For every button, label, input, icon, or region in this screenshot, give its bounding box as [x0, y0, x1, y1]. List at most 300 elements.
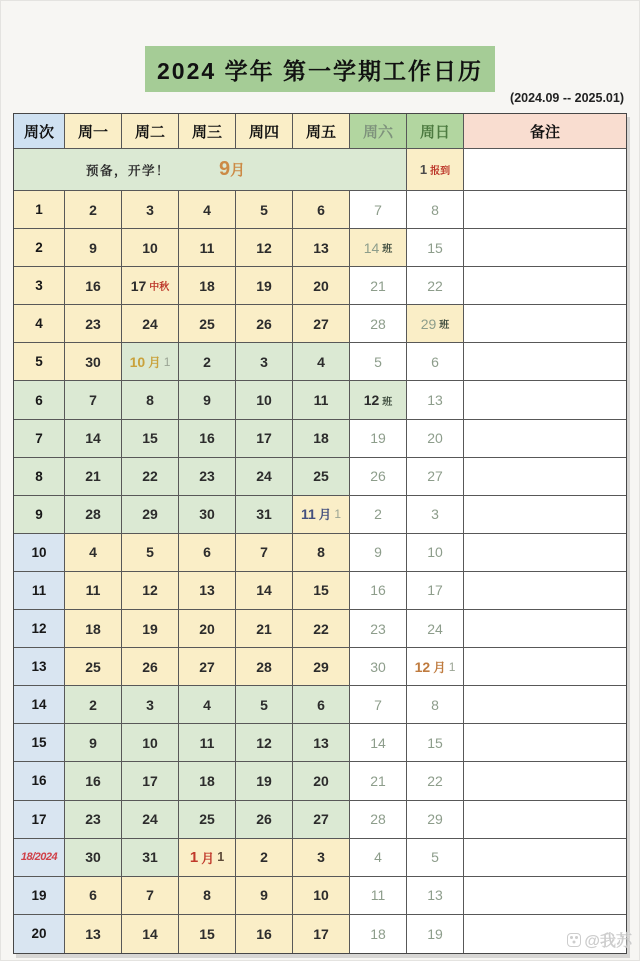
- day-cell: [65, 801, 122, 839]
- week-cell: [14, 572, 65, 610]
- cell-text: 22: [313, 620, 329, 637]
- cell-text: 17: [256, 430, 272, 447]
- cell-text: 18: [313, 430, 329, 447]
- week-cell: [14, 915, 65, 953]
- cell-text: 20: [313, 772, 329, 789]
- cell-text: 17: [130, 277, 147, 294]
- day-cell: [350, 381, 407, 419]
- cell-text: 26: [256, 315, 272, 332]
- cell-text: 27: [313, 315, 329, 332]
- week-number: 2: [35, 240, 43, 256]
- cell-text: 6: [203, 544, 211, 561]
- cell-text: 20: [199, 620, 215, 637]
- day-cell: [293, 534, 350, 572]
- page-title: 2024 学年 第一学期工作日历: [145, 46, 495, 92]
- cell-text: 10: [142, 239, 158, 256]
- cell-text: 1: [189, 848, 199, 866]
- cell-text: 28: [85, 506, 101, 523]
- cell-text: 25: [199, 315, 215, 332]
- cell-text: 2: [203, 353, 211, 370]
- cell-text: 3: [260, 353, 268, 370]
- day-cell: [179, 801, 236, 839]
- week-number: 7: [35, 430, 43, 446]
- day-cell: [179, 534, 236, 572]
- cell-text: 31: [142, 849, 158, 866]
- remark-cell: [464, 762, 626, 800]
- remark-cell: [464, 149, 626, 191]
- day-cell: [122, 610, 179, 648]
- day-cell: [236, 534, 293, 572]
- week-cell: [14, 305, 65, 343]
- day-cell: [236, 610, 293, 648]
- day-cell: [179, 191, 236, 229]
- cell-text: 11: [85, 582, 101, 599]
- day-cell: [65, 420, 122, 458]
- day-cell: [407, 305, 464, 343]
- day-cell: [122, 305, 179, 343]
- day-cell: [122, 915, 179, 953]
- cell-text: 6: [431, 353, 439, 370]
- week-number: 9: [35, 506, 43, 522]
- cell-text: 22: [427, 772, 443, 789]
- day-cell: [350, 762, 407, 800]
- cell-text: 30: [199, 506, 215, 523]
- header-label: 周次: [23, 123, 54, 141]
- week-number: 17: [31, 811, 47, 827]
- day-cell: [65, 686, 122, 724]
- cell-text: 10: [129, 353, 146, 370]
- day-cell: [407, 915, 464, 953]
- header-cell-周次: [14, 114, 65, 149]
- day-cell: [65, 534, 122, 572]
- day-cell: [122, 229, 179, 267]
- cell-text: 21: [370, 772, 386, 789]
- cell-text: 19: [256, 772, 272, 789]
- day-cell: [407, 458, 464, 496]
- day-cell: [407, 686, 464, 724]
- day-cell: [179, 381, 236, 419]
- day-cell: [236, 420, 293, 458]
- cell-text: 12: [142, 582, 158, 599]
- day-cell: [407, 191, 464, 229]
- cell-text: 10: [313, 887, 329, 904]
- header-label: 周三: [191, 123, 222, 141]
- day-cell: [236, 267, 293, 305]
- day-cell: [179, 305, 236, 343]
- day-cell: [236, 724, 293, 762]
- day-cell: [65, 267, 122, 305]
- week-number: 8: [35, 468, 43, 484]
- cell-text: 7: [374, 696, 382, 713]
- day-cell: [350, 686, 407, 724]
- day-cell: [122, 648, 179, 686]
- cell-text: 13: [199, 582, 215, 599]
- cell-text: 18: [85, 620, 101, 637]
- cell-text: 14: [370, 734, 386, 751]
- cell-text: 24: [142, 811, 158, 828]
- cell-text: 27: [199, 658, 215, 675]
- cell-text: 4: [203, 696, 211, 713]
- cell-text: 2: [89, 201, 97, 218]
- cell-text: 30: [370, 658, 386, 675]
- day-cell: [407, 572, 464, 610]
- day-cell: [293, 343, 350, 381]
- day-cell: [65, 839, 122, 877]
- day-cell: [407, 610, 464, 648]
- cell-text: 19: [142, 620, 158, 637]
- day-cell: [236, 686, 293, 724]
- day-cell: [236, 229, 293, 267]
- week-cell: [14, 877, 65, 915]
- header-cell-周五: [293, 114, 350, 149]
- week-number: 12: [31, 621, 47, 637]
- header-label: 周日: [419, 123, 450, 141]
- cell-text: 21: [370, 277, 386, 294]
- remark-cell: [464, 648, 626, 686]
- day-cell: [293, 267, 350, 305]
- cell-text: 21: [85, 468, 101, 485]
- day-cell: [122, 496, 179, 534]
- week-number: 11: [31, 582, 47, 598]
- remark-cell: [464, 686, 626, 724]
- cell-text: 9: [89, 239, 97, 256]
- cell-text: 16: [199, 430, 215, 447]
- remark-cell: [464, 877, 626, 915]
- cell-text: 15: [427, 734, 443, 751]
- semester-start-note: 预备，开学！: [86, 163, 171, 178]
- cell-text: 月: [201, 850, 215, 866]
- week-number: 1: [35, 202, 43, 218]
- day-cell: [407, 343, 464, 381]
- cell-text: 9: [374, 544, 382, 561]
- week-number: 10: [31, 544, 47, 560]
- cell-text: 6: [89, 887, 97, 904]
- day-cell: [236, 762, 293, 800]
- cell-text: 12: [256, 734, 272, 751]
- week-number: 4: [35, 316, 43, 332]
- week-cell: [14, 648, 65, 686]
- week-number: 19: [31, 887, 47, 903]
- day-cell: [122, 801, 179, 839]
- cell-text: 18: [199, 277, 215, 294]
- cell-text: 14: [85, 430, 101, 447]
- day-cell: [65, 458, 122, 496]
- cell-text: 8: [431, 201, 439, 218]
- day-cell: [293, 458, 350, 496]
- day-cell: [65, 915, 122, 953]
- day-cell: [407, 534, 464, 572]
- cell-text: 13: [85, 925, 101, 942]
- week-cell: [14, 686, 65, 724]
- header-cell-周二: [122, 114, 179, 149]
- day-cell: [293, 381, 350, 419]
- week-cell: [14, 267, 65, 305]
- day-cell: [293, 229, 350, 267]
- remark-cell: [464, 229, 626, 267]
- cell-text: 13: [427, 887, 443, 904]
- day-cell: [122, 381, 179, 419]
- day-cell: [407, 839, 464, 877]
- cell-text: 7: [89, 392, 97, 409]
- cell-text: 1: [163, 354, 171, 369]
- week-cell: [14, 458, 65, 496]
- cell-text: 11: [370, 887, 386, 904]
- cell-text: 班: [439, 320, 450, 332]
- cell-text: 17: [142, 772, 158, 789]
- day-cell: [236, 191, 293, 229]
- day-cell: [350, 648, 407, 686]
- cell-text: 9: [260, 887, 268, 904]
- cell-text: 16: [370, 582, 386, 599]
- cell-text: 29: [427, 811, 443, 828]
- cell-text: 月: [148, 355, 161, 370]
- header-label: 周四: [248, 123, 279, 141]
- day-cell: [236, 839, 293, 877]
- day-cell: [179, 686, 236, 724]
- remark-cell: [464, 343, 626, 381]
- cell-text: 22: [142, 468, 158, 485]
- day-cell: [293, 420, 350, 458]
- cell-text: 9: [203, 392, 211, 409]
- cell-text: 22: [427, 277, 443, 294]
- day-cell: [350, 229, 407, 267]
- day-cell: [407, 267, 464, 305]
- cell-text: 1: [334, 507, 341, 522]
- day-cell: [122, 534, 179, 572]
- cell-text: 12: [256, 239, 272, 256]
- week-number: 15: [31, 735, 47, 751]
- week-cell: [14, 229, 65, 267]
- cell-text: 3: [431, 506, 439, 523]
- day-cell: [236, 877, 293, 915]
- week-cell: [14, 724, 65, 762]
- day-cell: [122, 458, 179, 496]
- cell-text: 13: [313, 239, 329, 256]
- day-cell: [350, 305, 407, 343]
- week-cell: [14, 420, 65, 458]
- day-cell: [65, 648, 122, 686]
- day-cell: [179, 915, 236, 953]
- cell-text: 7: [374, 201, 382, 218]
- cell-text: 14: [142, 925, 158, 942]
- cell-text: 18: [370, 925, 386, 942]
- day-cell: [293, 686, 350, 724]
- week-cell: [14, 496, 65, 534]
- cell-text: 25: [85, 658, 101, 675]
- day-cell: [407, 877, 464, 915]
- cell-text: 5: [431, 849, 439, 866]
- remark-cell: [464, 420, 626, 458]
- cell-text: 15: [199, 925, 215, 942]
- cell-text: 班: [382, 396, 393, 408]
- cell-text: 20: [427, 430, 443, 447]
- week-number: 13: [31, 659, 47, 675]
- cell-text: 27: [313, 811, 329, 828]
- cell-text: 26: [142, 658, 158, 675]
- header-label: 周六: [362, 123, 393, 141]
- cell-text: 16: [85, 277, 101, 294]
- day-cell: [122, 191, 179, 229]
- day-cell: [350, 610, 407, 648]
- week-number: 16: [31, 773, 47, 789]
- header-cell-周六: [350, 114, 407, 149]
- cell-text: 16: [85, 772, 101, 789]
- cell-text: 23: [199, 468, 215, 485]
- cell-text: 9: [89, 734, 97, 751]
- cell-text: 15: [142, 430, 158, 447]
- cell-text: 1: [217, 850, 225, 865]
- cell-text: 4: [203, 201, 211, 218]
- day-cell: [293, 877, 350, 915]
- day-cell: [122, 420, 179, 458]
- day-cell: [350, 267, 407, 305]
- day-cell: [236, 305, 293, 343]
- day-cell: [236, 801, 293, 839]
- day-cell: [65, 229, 122, 267]
- day-cell: [293, 839, 350, 877]
- cell-text: 31: [256, 506, 272, 523]
- week-cell: [14, 381, 65, 419]
- day-cell: [350, 801, 407, 839]
- month-label-september: 9月: [219, 158, 246, 180]
- day-cell: [407, 496, 464, 534]
- day-cell: [236, 648, 293, 686]
- cell-text: 11: [199, 239, 215, 256]
- cell-text: 3: [317, 849, 325, 866]
- month-banner-september: [14, 149, 407, 191]
- day-cell: [293, 762, 350, 800]
- cell-text: 19: [427, 925, 443, 942]
- week-cell: [14, 839, 65, 877]
- cell-text: 19: [370, 430, 386, 447]
- day-cell: [293, 648, 350, 686]
- cell-text: 15: [427, 239, 443, 256]
- header-cell-备注: [464, 114, 626, 149]
- cell-text: 5: [146, 544, 154, 561]
- cell-text: 23: [370, 620, 386, 637]
- day-cell: [122, 839, 179, 877]
- day-cell: [350, 458, 407, 496]
- day-cell: [65, 572, 122, 610]
- cell-text: 29: [420, 315, 437, 332]
- cell-text: 25: [313, 468, 329, 485]
- day-cell: [179, 343, 236, 381]
- day-cell: [407, 381, 464, 419]
- cell-text: 4: [374, 849, 382, 866]
- header-label: 周五: [305, 123, 336, 141]
- cell-text: 5: [260, 201, 268, 218]
- week-cell: [14, 534, 65, 572]
- day-cell: [236, 343, 293, 381]
- day-cell: [122, 762, 179, 800]
- cell-text: 6: [317, 201, 325, 218]
- remark-cell: [464, 801, 626, 839]
- remark-cell: [464, 572, 626, 610]
- cell-text: 24: [142, 315, 158, 332]
- cell-text: 24: [427, 620, 443, 637]
- watermark-text: @我苏: [584, 933, 632, 950]
- cell-text: 10: [142, 734, 158, 751]
- cell-text: 27: [427, 468, 443, 485]
- week-number: 6: [35, 392, 43, 408]
- cell-text: 29: [142, 506, 158, 523]
- week-number: 3: [35, 278, 43, 294]
- day-cell: [65, 762, 122, 800]
- cell-text: 1: [448, 659, 456, 674]
- day-cell: [293, 610, 350, 648]
- cell-text: 25: [199, 811, 215, 828]
- cell-text: 14: [363, 239, 380, 256]
- cell-text: 13: [427, 392, 443, 409]
- day-cell: [407, 724, 464, 762]
- cell-text: 8: [146, 392, 154, 409]
- day-cell: [65, 877, 122, 915]
- date-range: (2024.09 -- 2025.01): [510, 91, 624, 105]
- day-cell: [179, 877, 236, 915]
- day-cell: [179, 267, 236, 305]
- day-cell: [65, 343, 122, 381]
- cell-text: 29: [313, 658, 329, 675]
- cell-text: 10: [427, 544, 443, 561]
- day-cell: [407, 648, 464, 686]
- day-cell: [407, 801, 464, 839]
- watermark: [567, 928, 632, 951]
- day-cell: [350, 420, 407, 458]
- cell-text: 11: [300, 506, 316, 523]
- cell-text: 28: [256, 658, 272, 675]
- cell-text: 15: [313, 582, 329, 599]
- remark-cell: [464, 724, 626, 762]
- cell-text: 8: [203, 887, 211, 904]
- week-number: 5: [35, 354, 43, 370]
- cell-text: 23: [85, 811, 101, 828]
- remark-cell: [464, 839, 626, 877]
- day-cell: [122, 686, 179, 724]
- cell-text: 16: [256, 925, 272, 942]
- day-cell: [350, 724, 407, 762]
- cell-text: 19: [256, 277, 272, 294]
- cell-text: 月: [433, 660, 446, 675]
- cell-text: 24: [256, 468, 272, 485]
- day-cell: [65, 610, 122, 648]
- cell-text: 报到: [430, 166, 451, 177]
- day-cell: [293, 305, 350, 343]
- day-cell: [179, 839, 236, 877]
- remark-cell: [464, 610, 626, 648]
- day-cell: [350, 534, 407, 572]
- remark-cell: [464, 267, 626, 305]
- cell-text: 21: [256, 620, 272, 637]
- remark-cell: [464, 496, 626, 534]
- day-cell: [293, 572, 350, 610]
- cell-text: 5: [374, 353, 382, 370]
- week-cell: [14, 762, 65, 800]
- day-cell: [350, 191, 407, 229]
- cell-text: 2: [260, 849, 268, 866]
- cell-text: 7: [146, 887, 154, 904]
- remark-cell: [464, 191, 626, 229]
- cell-text: 4: [89, 544, 97, 561]
- cell-text: 20: [313, 277, 329, 294]
- paw-icon: [567, 933, 581, 947]
- day-cell: [179, 229, 236, 267]
- remark-cell: [464, 305, 626, 343]
- day-cell: [65, 724, 122, 762]
- day-cell: [293, 724, 350, 762]
- day-cell: [236, 572, 293, 610]
- day-cell: [350, 877, 407, 915]
- cell-text: 28: [370, 811, 386, 828]
